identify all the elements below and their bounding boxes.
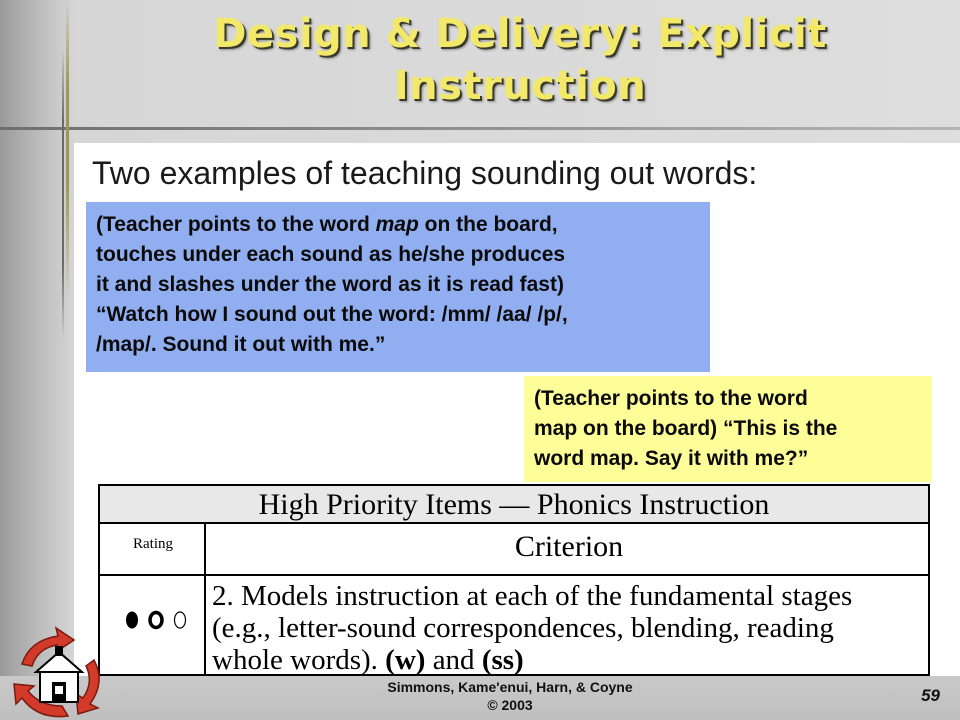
divider-vertical-accent	[66, 0, 69, 300]
marker-ss: (ss)	[481, 644, 524, 676]
slide-subtitle: Two examples of teaching sounding out words:	[92, 155, 758, 191]
example-blue-line: “Watch how I sound out the word: /mm/ /aa/ /p/,	[96, 303, 568, 326]
phonics-table	[98, 484, 930, 676]
rating-marks	[118, 600, 198, 640]
criterion-column-header: Criterion	[514, 530, 624, 563]
example-yellow-line: word map. Say it with me?”	[534, 447, 809, 470]
criterion-text: 2. Models instruction at each of the fundamental stages (e.g., letter-sound correspondences, blending, reading whole words). (w) and (ss)	[212, 580, 853, 676]
example-yellow-line: (Teacher points to the word	[534, 387, 808, 410]
example-blue-line: (Teacher points to the word map on the board,	[96, 213, 558, 236]
slide-title: Design & Delivery: Explicit Instruction	[213, 11, 827, 109]
table-header: High Priority Items — Phonics Instruction	[98, 484, 930, 524]
divider-horizontal	[0, 127, 960, 130]
footer-credit: Simmons, Kame'enui, Harn, & Coyne © 2003	[387, 679, 633, 713]
example-blue-line: /map/. Sound it out with me.”	[96, 333, 386, 356]
table-row	[98, 576, 930, 676]
example-blue-line: it and slashes under the word as it is read fast)	[96, 273, 564, 296]
empty-circle-icon	[175, 612, 186, 628]
half-circle-icon	[150, 613, 162, 628]
example-box-yellow	[524, 376, 932, 482]
example-box-blue	[86, 202, 710, 372]
example-yellow-line: map on the board) “This is the	[534, 417, 838, 440]
home-recycle-icon[interactable]	[2, 624, 114, 720]
divider-vertical	[62, 48, 64, 338]
table-column-headers	[98, 524, 930, 576]
marker-w: (w)	[385, 644, 426, 676]
page-number: 59	[921, 686, 940, 705]
full-circle-icon	[126, 612, 138, 629]
table-column-separator	[204, 524, 206, 676]
rating-column-header: Rating	[133, 536, 173, 552]
example-blue-line: touches under each sound as he/she produces	[96, 243, 566, 266]
